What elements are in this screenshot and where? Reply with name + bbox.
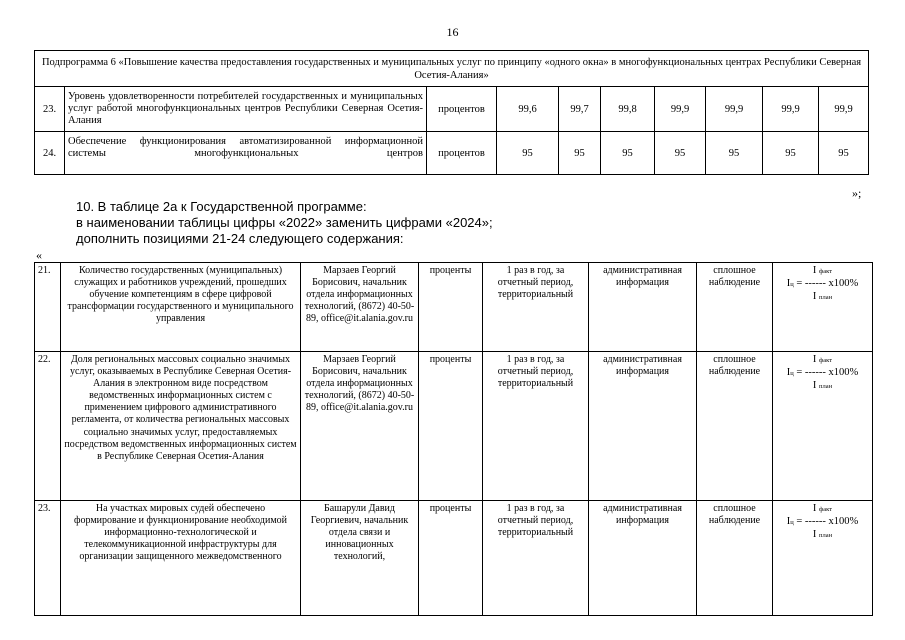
indicators-table (34, 50, 869, 175)
value-cell: 95 (819, 132, 869, 175)
frequency-cell: 1 раз в год, за отчетный период, территориальный (483, 263, 589, 352)
row-number: 23. (35, 501, 61, 616)
row-number: 23. (35, 87, 65, 132)
frequency-cell: 1 раз в год, за отчетный период, территориальный (483, 501, 589, 616)
responsible-person: Башарули Давид Георгиевич, начальник отдела связи и инновационных технологий, (301, 501, 419, 616)
indicator-name: Обеспечение функционирования автоматизированной информационной системы многофункциональных центров (65, 132, 427, 175)
unit-cell: проценты (419, 501, 483, 616)
unit-cell: процентов (427, 132, 497, 175)
value-cell: 95 (655, 132, 706, 175)
responsible-person: Марзаев Георгий Борисович, начальник отдела информационных технологий, (8672) 40-50-89, office@it.alania.gov.ru (301, 263, 419, 352)
table-row (35, 352, 873, 501)
indicator-methodology-table (34, 262, 873, 616)
formula: I факт Iц = ------ х100% I план (786, 265, 859, 302)
value-cell: 95 (706, 132, 763, 175)
value-cell: 95 (559, 132, 601, 175)
paragraph-line: дополнить позициями 21-24 следующего содержания: (76, 231, 404, 246)
value-cell: 99,7 (559, 87, 601, 132)
value-cell: 95 (601, 132, 655, 175)
paragraph-line: 10. В таблице 2а к Государственной программе: (76, 199, 367, 214)
table-row (35, 132, 869, 175)
table-row (35, 501, 873, 616)
value-cell: 99,9 (819, 87, 869, 132)
frequency-cell: 1 раз в год, за отчетный период, территориальный (483, 352, 589, 501)
unit-cell: проценты (419, 263, 483, 352)
method-cell: сплошное наблюдение (697, 501, 773, 616)
value-cell: 99,6 (497, 87, 559, 132)
unit-cell: процентов (427, 87, 497, 132)
value-cell: 99,8 (601, 87, 655, 132)
source-cell: административная информация (589, 501, 697, 616)
formula: I факт Iц = ------ х100% I план (786, 503, 859, 540)
unit-cell: проценты (419, 352, 483, 501)
value-cell: 99,9 (763, 87, 819, 132)
opening-quote: « (36, 248, 42, 262)
source-cell: административная информация (589, 263, 697, 352)
table-row (35, 263, 873, 352)
indicator-name: Количество государственных (муниципальных) служащих и работников учреждений, прошедших обучение компетенциям в сфере цифровой трансформации государственного и муниципального управления (61, 263, 301, 352)
row-number: 22. (35, 352, 61, 501)
row-number: 24. (35, 132, 65, 175)
table-row (35, 87, 869, 132)
formula-cell (773, 263, 873, 352)
subprogram-header: Подпрограмма 6 «Повышение качества предоставления государственных и муниципальных услуг по принципу «одного окна» в многофункциональных центрах Республики Северная Осетия-Алания» (35, 51, 869, 87)
responsible-person: Марзаев Георгий Борисович, начальник отдела информационных технологий, (8672) 40-50-89, office@it.alania.gov.ru (301, 352, 419, 501)
value-cell: 99,9 (655, 87, 706, 132)
closing-quote: »; (852, 186, 862, 200)
value-cell: 99,9 (706, 87, 763, 132)
value-cell: 95 (763, 132, 819, 175)
method-cell: сплошное наблюдение (697, 263, 773, 352)
indicator-name: Доля региональных массовых социально значимых услуг, оказываемых в Республике Северная Осетия-Алания в электронном виде посредством ведомственных информационных систем с применением цифрового административного регламента, от количества региональных массовых социально значимых услуг, предоставляемых посредством ведомственных информационных систем в Республике Северная Осетия-Алания (61, 352, 301, 501)
formula-cell (773, 501, 873, 616)
indicator-name: Уровень удовлетворенности потребителей государственных и муниципальных услуг работой многофункциональных центров Республики Северная Осетия-Алания (65, 87, 427, 132)
method-cell: сплошное наблюдение (697, 352, 773, 501)
row-number: 21. (35, 263, 61, 352)
paragraph-line: в наименовании таблицы цифры «2022» заменить цифрами «2024»; (76, 215, 493, 230)
source-cell: административная информация (589, 352, 697, 501)
page-number: 16 (446, 25, 459, 39)
formula: I факт Iц = ------ х100% I план (786, 354, 859, 391)
indicator-name: На участках мировых судей обеспечено формирование и функционирование необходимой информационно-технологической и телекоммуникационной инфраструктуры для организации защищенного межведомственного (61, 501, 301, 616)
formula-cell (773, 352, 873, 501)
value-cell: 95 (497, 132, 559, 175)
